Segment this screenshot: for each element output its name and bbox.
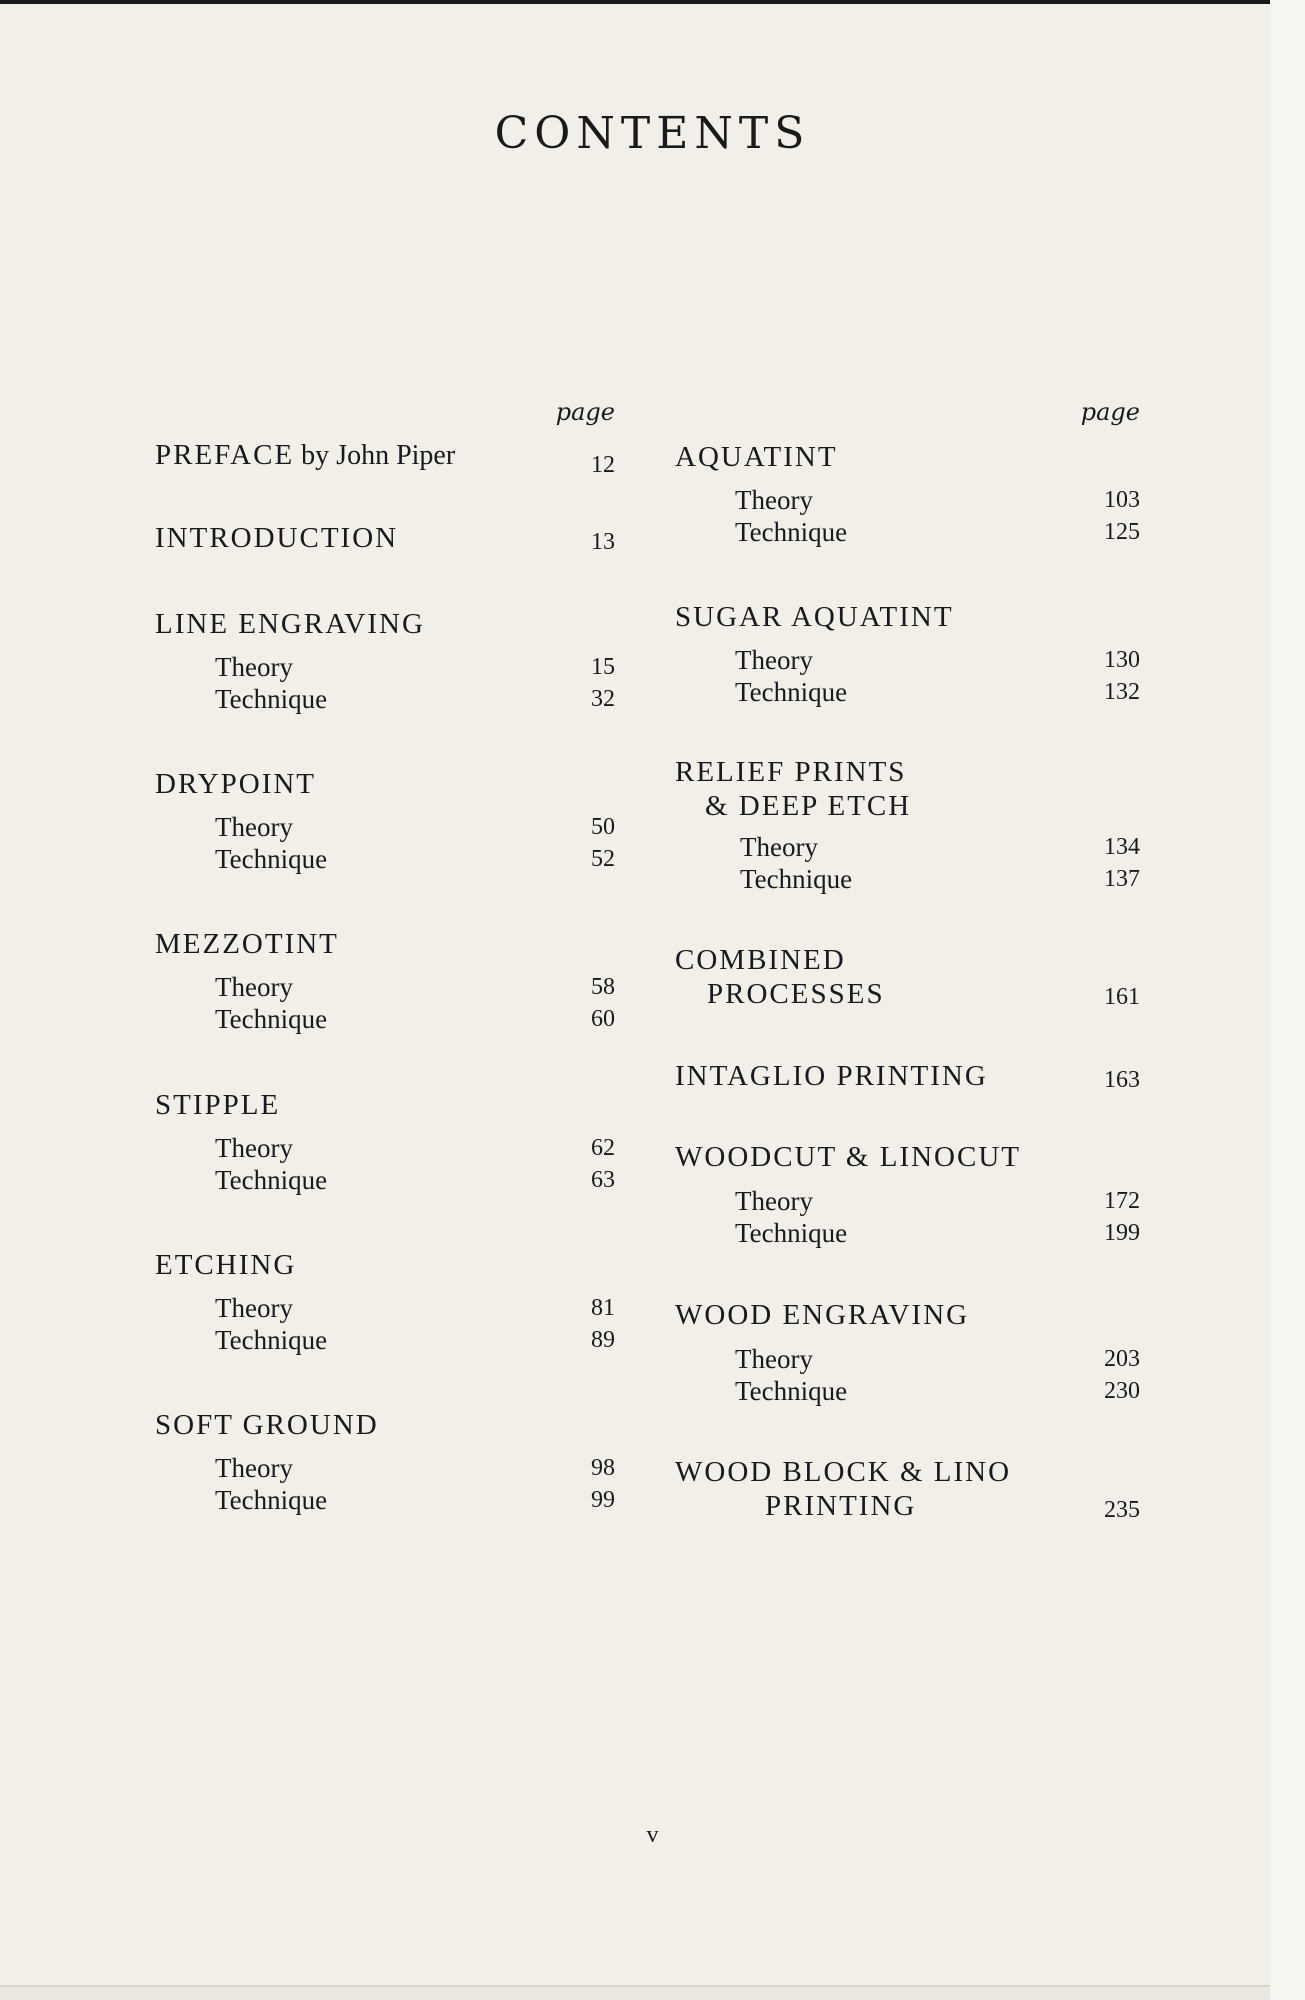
- toc-heading: STIPPLE: [155, 1089, 281, 1121]
- toc-sub-row: Technique 63: [215, 1165, 615, 1195]
- toc-entry-woodcut-linocut: [675, 1140, 1140, 1248]
- toc-heading: COMBINED: [675, 944, 846, 976]
- toc-page-number: 163: [1104, 1067, 1140, 1093]
- toc-heading: INTAGLIO PRINTING: [675, 1060, 988, 1092]
- toc-sub-row: Theory 98: [215, 1453, 615, 1483]
- toc-sub-row: Theory 130: [735, 645, 1140, 675]
- toc-entry-stipple: [155, 1088, 615, 1195]
- toc-heading: AQUATINT: [675, 441, 838, 473]
- toc-entry-drypoint: [155, 767, 615, 874]
- toc-heading: ETCHING: [155, 1249, 297, 1281]
- toc-entry-sugar-aquatint: [675, 600, 1140, 707]
- toc-heading: PREFACE by John Piper: [155, 439, 456, 471]
- toc-entry-aquatint: [675, 440, 1140, 547]
- toc-sub-row: Technique 99: [215, 1485, 615, 1515]
- page-title: CONTENTS: [494, 108, 811, 159]
- toc-entry-intaglio-printing: [675, 1059, 1140, 1093]
- toc-entry-line-engraving: [155, 607, 615, 714]
- toc-heading: WOOD BLOCK & LINO: [675, 1456, 1012, 1488]
- toc-sub-row: Technique 199: [735, 1218, 1140, 1248]
- toc-entry-preface: [155, 438, 615, 478]
- page-right-margin: [1270, 0, 1305, 2000]
- page-top-edge: [0, 0, 1270, 4]
- toc-heading: SUGAR AQUATINT: [675, 601, 954, 633]
- toc-heading: WOODCUT & LINOCUT: [675, 1141, 1021, 1173]
- toc-sub-row: Technique 137: [740, 864, 1140, 894]
- toc-sub-row: Theory 81: [215, 1293, 615, 1323]
- toc-sub-row: Technique 230: [735, 1376, 1140, 1406]
- toc-entry-mezzotint: [155, 927, 615, 1034]
- toc-sub-row: Technique 132: [735, 677, 1140, 707]
- toc-sub-row: Technique 32: [215, 684, 615, 714]
- page-column-header: page: [1080, 398, 1140, 426]
- toc-heading: MEZZOTINT: [155, 928, 339, 960]
- toc-entry-introduction: [155, 521, 615, 555]
- toc-sub-row: Theory 203: [735, 1344, 1140, 1374]
- toc-sub-row: Theory 172: [735, 1186, 1140, 1216]
- toc-heading-line2: & DEEP ETCH: [705, 790, 912, 822]
- toc-sub-row: Technique 125: [735, 517, 1140, 547]
- page-column-header: page: [555, 398, 615, 426]
- toc-heading: WOOD ENGRAVING: [675, 1299, 970, 1331]
- toc-entry-wood-block-lino: [675, 1455, 1140, 1523]
- toc-sub-row: Theory 15: [215, 652, 615, 682]
- toc-page-number: 161: [1104, 984, 1140, 1010]
- toc-heading: INTRODUCTION: [155, 522, 399, 554]
- page-folio: v: [646, 1822, 659, 1848]
- toc-sub-row: Theory 50: [215, 812, 615, 842]
- toc-entry-combined-processes: [675, 943, 1140, 1011]
- toc-page-number: 235: [1104, 1497, 1140, 1523]
- toc-sub-row: Technique 52: [215, 844, 615, 874]
- toc-heading-line2: PRINTING: [765, 1490, 917, 1522]
- toc-entry-soft-ground: [155, 1408, 615, 1515]
- toc-heading: RELIEF PRINTS: [675, 756, 907, 788]
- toc-entry-relief-prints: [675, 755, 1140, 894]
- toc-heading: DRYPOINT: [155, 768, 317, 800]
- toc-page-number: 13: [591, 529, 615, 555]
- toc-sub-row: Theory 103: [735, 485, 1140, 515]
- toc-heading-line2: PROCESSES: [707, 978, 885, 1010]
- toc-heading: SOFT GROUND: [155, 1409, 379, 1441]
- toc-sub-row: Technique 89: [215, 1325, 615, 1355]
- toc-sub-row: Theory 62: [215, 1133, 615, 1163]
- toc-heading: LINE ENGRAVING: [155, 608, 425, 640]
- toc-sub-row: Technique 60: [215, 1004, 615, 1034]
- toc-entry-wood-engraving: [675, 1298, 1140, 1406]
- toc-entry-etching: [155, 1248, 615, 1355]
- toc-sub-row: Theory 134: [740, 832, 1140, 862]
- toc-page-number: 12: [591, 452, 615, 478]
- toc-sub-row: Theory 58: [215, 972, 615, 1002]
